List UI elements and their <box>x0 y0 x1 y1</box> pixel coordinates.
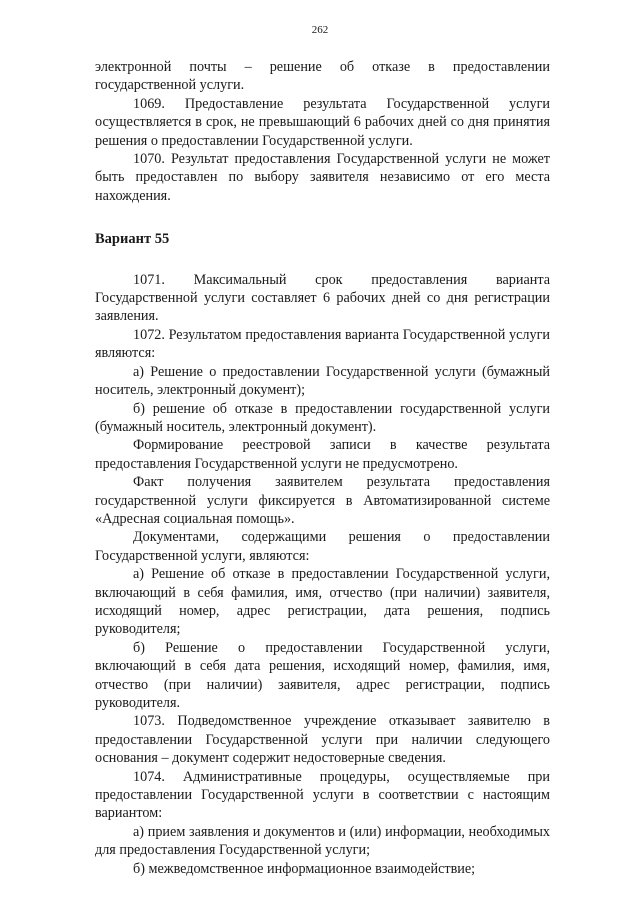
list-item-a-intake: а) прием заявления и документов и (или) информации, необходимых для предоставления Государственной услуги; <box>95 823 550 859</box>
paragraph-1074: 1074. Административные процедуры, осуществляемые при предоставлении Государственной услуги в соответствии с настоящим вариантом: <box>95 768 550 822</box>
paragraph-1070: 1070. Результат предоставления Государственной услуги не может быть предоставлен по выбору заявителя независимо от его места нахождения. <box>95 151 550 204</box>
paragraph-1073: 1073. Подведомственное учреждение отказывает заявителю в предоставлении Государственной услуги при наличии следующего основания – документ содержит недостоверные сведения. <box>95 713 550 767</box>
list-item-b: б) решение об отказе в предоставлении государственной услуги (бумажный носитель, электронный документ). <box>95 400 550 435</box>
paragraph-fact: Факт получения заявителем результата предоставления государственной услуги фиксируется в Автоматизированной системе «Адресная социальная помощь». <box>95 474 550 527</box>
list-item-a-refusal: а) Решение об отказе в предоставлении Государственной услуги, включающий в себя фамилия, имя, отчество (при наличии) заявителя, исходящий номер, адрес регистрации, дата решения, подпись руководителя; <box>95 566 550 638</box>
list-item-b-grant: б) Решение о предоставлении Государственной услуги, включающий в себя дата решения, исходящий номер, фамилия, имя, отчество (при наличии) заявителя, адрес регистрации, подпись руководителя. <box>95 639 550 711</box>
paragraph-continuation: электронной почты – решение об отказе в предоставлении государственной услуги. <box>95 59 550 94</box>
paragraph-1069: 1069. Предоставление результата Государственной услуги осуществляется в срок, не превышающий 6 рабочих дней со дня принятия решения о предоставлении Государственной услуги. <box>95 95 550 149</box>
list-item-b-interaction: б) межведомственное информационное взаимодействие; <box>133 860 476 877</box>
paragraph-1071: 1071. Максимальный срок предоставления варианта Государственной услуги составляет 6 рабочих дней со дня регистрации заявления. <box>95 271 550 325</box>
paragraph-registry: Формирование реестровой записи в качестве результата предоставления Государственной услуги не предусмотрено. <box>95 437 550 472</box>
paragraph-documents: Документами, содержащими решения о предоставлении Государственной услуги, являются: <box>95 529 550 564</box>
list-item-a: а) Решение о предоставлении Государственной услуги (бумажный носитель, электронный документ); <box>95 363 550 399</box>
document-body <box>95 58 550 878</box>
paragraph-1072: 1072. Результатом предоставления варианта Государственной услуги являются: <box>95 326 550 362</box>
section-heading: Вариант 55 <box>95 231 170 248</box>
page-number: 262 <box>311 24 329 36</box>
